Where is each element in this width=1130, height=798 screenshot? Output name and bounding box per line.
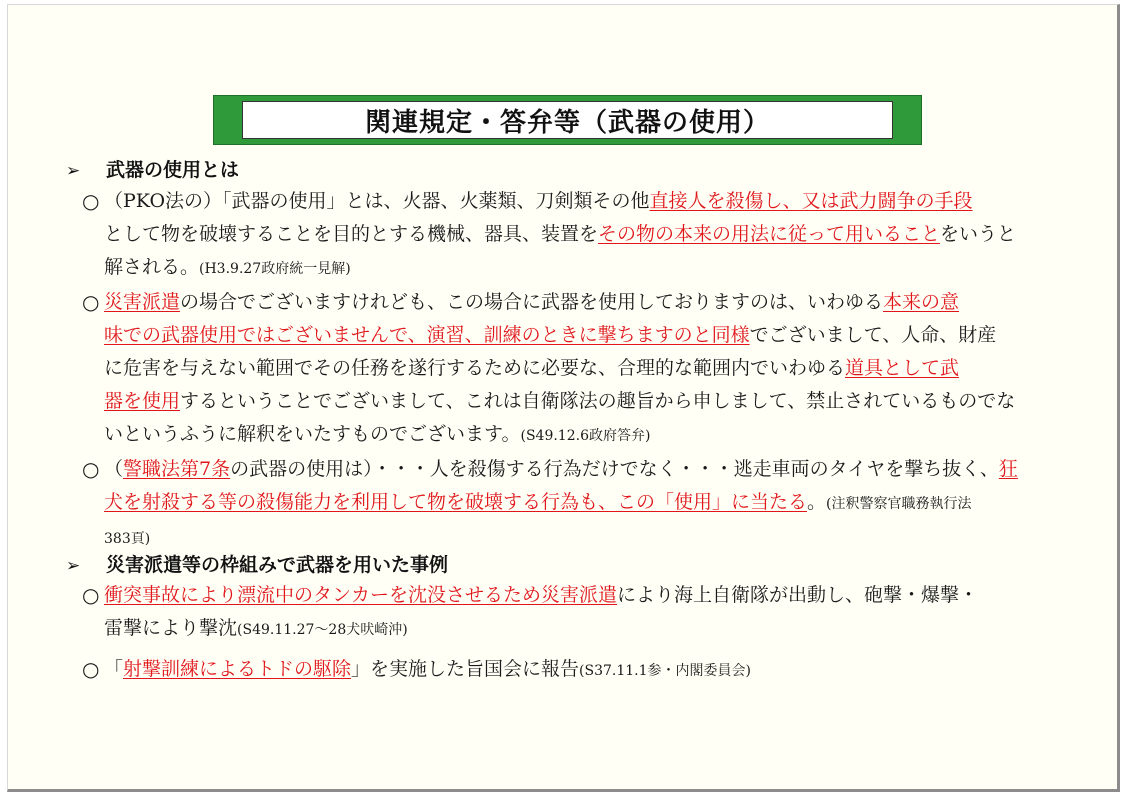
body-text: いというふうに解釈をいたすものでございます。	[104, 423, 521, 445]
citation-text: 383頁)	[104, 531, 151, 547]
emphasis-text: 災害派遣	[104, 291, 181, 313]
emphasis-text: 器を使用	[104, 390, 181, 412]
emphasis-text: その物の本来の用法に従って用いること	[598, 223, 941, 245]
page-title: 関連規定・答弁等（武器の使用）	[242, 101, 893, 139]
body-text: の武器の使用は）・・・人を殺傷する行為だけでなく・・・逃走車両のタイヤを撃ち抜く、	[230, 458, 999, 480]
section-heading-1-text: 武器の使用とは	[106, 159, 240, 181]
text-line	[104, 385, 1015, 418]
document-page	[7, 4, 1120, 792]
body-text: として物を破壊することを目的とする機械、器具、装置を	[104, 223, 599, 245]
body-text: 雷撃により撃沈	[104, 617, 238, 639]
body-text: に危害を与えない範囲でその任務を遂行するために必要な、合理的な範囲内でいわゆる	[104, 357, 846, 379]
text-line	[104, 286, 1015, 319]
section-heading-2	[66, 550, 448, 577]
body-text: （	[104, 458, 124, 480]
title-banner	[213, 95, 922, 145]
emphasis-text: 道具として武	[845, 357, 960, 379]
circle-bullet-icon: ○	[82, 290, 100, 314]
text-line	[104, 218, 1016, 251]
citation-text: (S49.12.6政府答弁)	[520, 428, 651, 444]
text-line	[104, 418, 1015, 453]
body-text: 解される。	[104, 256, 200, 278]
citation-text: (S49.11.27～28犬吠崎沖)	[237, 622, 408, 638]
emphasis-text: 味での武器使用ではございませんで、演習、訓練のときに撃ちますのと同様	[104, 324, 750, 346]
body-text: 「	[104, 658, 124, 680]
text-line	[104, 653, 751, 688]
circle-bullet-icon: ○	[82, 657, 100, 681]
body-text: の場合でございますけれども、この場合に武器を使用しておりますのは、いわゆる	[180, 291, 884, 313]
section-heading-1	[66, 155, 239, 182]
text-line	[104, 579, 978, 612]
text-line	[104, 453, 1018, 486]
body-text: するということでございまして、これは自衛隊法の趣旨から申しまして、禁止されているものでな	[180, 390, 1016, 412]
paragraph-disaster-dispatch	[104, 286, 1015, 453]
section-heading-2-text: 災害派遣等の枠組みで武器を用いた事例	[106, 554, 449, 576]
paragraph-pko-definition	[104, 185, 1016, 286]
body-text: をいうと	[940, 223, 1017, 245]
text-line	[104, 251, 1016, 286]
emphasis-text: 直接人を殺傷し、又は武力闘争の手段	[649, 190, 973, 212]
citation-text: (注釈警察官職務執行法	[826, 496, 972, 512]
emphasis-text: 本来の意	[883, 291, 960, 313]
body-text: 」を実施した旨国会に報告	[351, 658, 580, 680]
citation-text: (S37.11.1参・内閣委員会)	[579, 663, 751, 679]
circle-bullet-icon: ○	[82, 457, 100, 481]
circle-bullet-icon: ○	[82, 583, 100, 607]
emphasis-text: 警職法第7条	[123, 458, 231, 480]
paragraph-sea-lion-culling	[104, 653, 751, 688]
emphasis-text: 犬を射殺する等の殺傷能力を利用して物を破壊する行為も、この「使用」に当たる	[104, 491, 808, 513]
emphasis-text: 射撃訓練によるトドの駆除	[123, 658, 352, 680]
body-text: により海上自衛隊が出動し、砲撃・爆撃・	[617, 584, 979, 606]
paragraph-police-duties-act	[104, 453, 1018, 556]
text-line	[104, 185, 1016, 218]
text-line	[104, 486, 1018, 521]
text-line	[104, 352, 1015, 385]
emphasis-text: 狂	[998, 458, 1018, 480]
arrow-icon: ➢	[66, 556, 81, 576]
body-text: でございまして、人命、財産	[749, 324, 997, 346]
body-text: 。	[807, 491, 827, 513]
text-line	[104, 612, 978, 647]
paragraph-tanker-sinking	[104, 579, 978, 647]
citation-text: (H3.9.27政府統一見解)	[199, 261, 351, 277]
body-text: （PKO法の）「武器の使用」とは、火器、火薬類、刀剣類その他	[104, 190, 650, 212]
arrow-icon: ➢	[66, 161, 81, 181]
emphasis-text: 衝突事故により漂流中のタンカーを沈没させるため災害派遣	[104, 584, 618, 606]
circle-bullet-icon: ○	[82, 189, 100, 213]
text-line	[104, 319, 1015, 352]
